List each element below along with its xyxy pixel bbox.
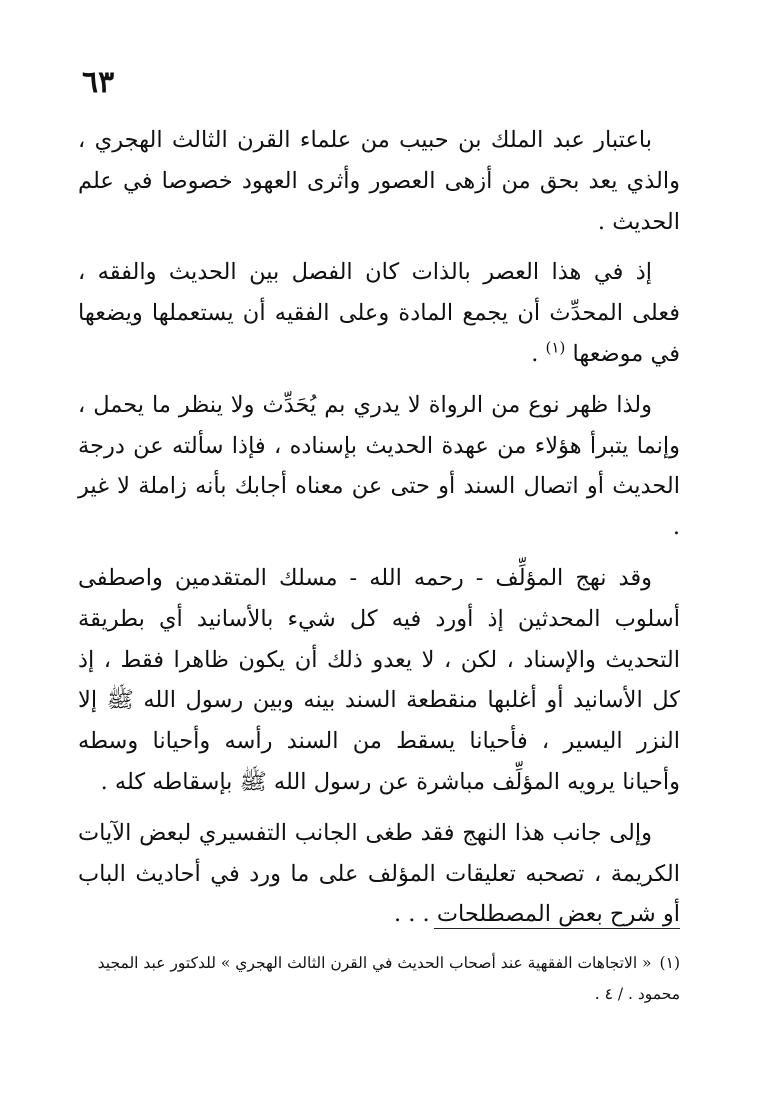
footnote-divider <box>434 928 680 929</box>
footnote-text: « الاتجاهات الفقهية عند أصحاب الحديث في القرن الثالث الهجري » للدكتور عبد المجيد محمود . / ٤ . <box>97 954 680 1003</box>
paragraph-3: ولذا ظهر نوع من الرواة لا يدري بم يُحَدِّث ولا ينظر ما يحمل ، وإنما يتبرأ هؤلاء من عهدة الحديث بإسناده ، فإذا سألته عن درجة الحديث أو اتصال السند أو حتى عن معناه أجابك بأنه زاملة لا غير . <box>78 391 680 541</box>
paragraph-4: وقد نهج المؤلِّف - رحمه الله - مسلك المتقدمين واصطفى أسلوب المحدثين إذ أورد فيه كل شيء بالأسانيد أي بطريقة التحديث والإسناد ، لكن ، لا يعدو ذلك أن يكون ظاهرا فقط ، إذ كل الأسانيد أو أغلبها منقطعة السند بينه وبين رسول الله ﷺ إلا النزر اليسير ، فأحيانا يسقط من السند رأسه وأحيانا وسطه وأحيانا يرويه المؤلِّف مباشرة عن رسول الله ﷺ بإسقاطه كله . <box>78 564 680 795</box>
paragraph-2-period: . <box>531 340 539 367</box>
body-text <box>78 120 680 945</box>
paragraph-2 <box>78 252 680 374</box>
footnote-number: (١) <box>659 954 680 972</box>
paragraph-5: وإلى جانب هذا النهج فقد طغى الجانب التفسيري لبعض الآيات الكريمة ، تصحبه تعليقات المؤلف على ما ورد في أحاديث الباب أو شرح بعض المصطلحات . . . <box>78 819 680 928</box>
page-number: ٦٣ <box>82 65 115 100</box>
paragraph-2-text: إذ في هذا العصر بالذات كان الفصل بين الحديث والفقه ، فعلى المحدِّث أن يجمع المادة وعلى الفقيه أن يستعملها ويضعها في موضعها <box>78 259 680 367</box>
footnote-reference: (١) <box>545 338 566 357</box>
footnote <box>78 948 680 1010</box>
paragraph-1: باعتبار عبد الملك بن حبيب من علماء القرن الثالث الهجري ، والذي يعد بحق من أزهى العصور وأثرى العهود خصوصا في علم الحديث . <box>78 127 680 235</box>
